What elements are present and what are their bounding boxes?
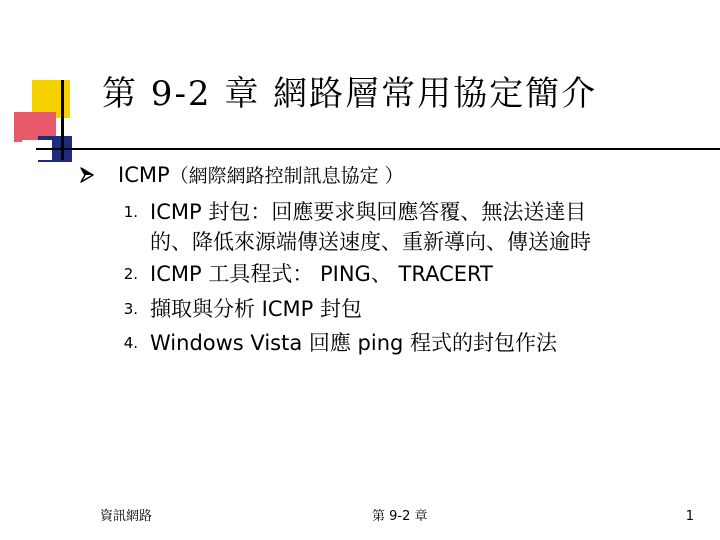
list-item-line: ICMP 封包：回應要求與回應答覆、無法送達目 <box>150 200 587 224</box>
slide-title: 第 9-2 章 網路層常用協定簡介 <box>102 74 598 114</box>
item-number: 1. <box>123 203 138 221</box>
main-bullet-note: （網際網路控制訊息協定 ） <box>169 165 404 187</box>
item-number: 3. <box>123 300 138 318</box>
item-number: 4. <box>123 334 138 352</box>
list-item-line: 擷取與分析 ICMP 封包 <box>150 297 362 321</box>
title-underline <box>36 148 720 150</box>
page-number: 1 <box>685 509 694 524</box>
list-item-line: ICMP 工具程式： PING、 TRACERT <box>150 262 493 286</box>
main-bullet <box>118 162 404 189</box>
decor-white-square <box>22 140 52 160</box>
list-item-line: 的、降低來源端傳送速度、重新導向、傳送逾時 <box>150 230 591 254</box>
footer-chapter: 第 9-2 章 <box>372 509 428 524</box>
arrowhead-bullet-icon <box>80 167 94 183</box>
item-number: 2. <box>123 265 138 283</box>
footer-course-name: 資訊網路 <box>100 509 153 524</box>
list-item-line: Windows Vista 回應 ping 程式的封包作法 <box>150 331 558 355</box>
main-bullet-text: ICMP <box>118 163 170 187</box>
